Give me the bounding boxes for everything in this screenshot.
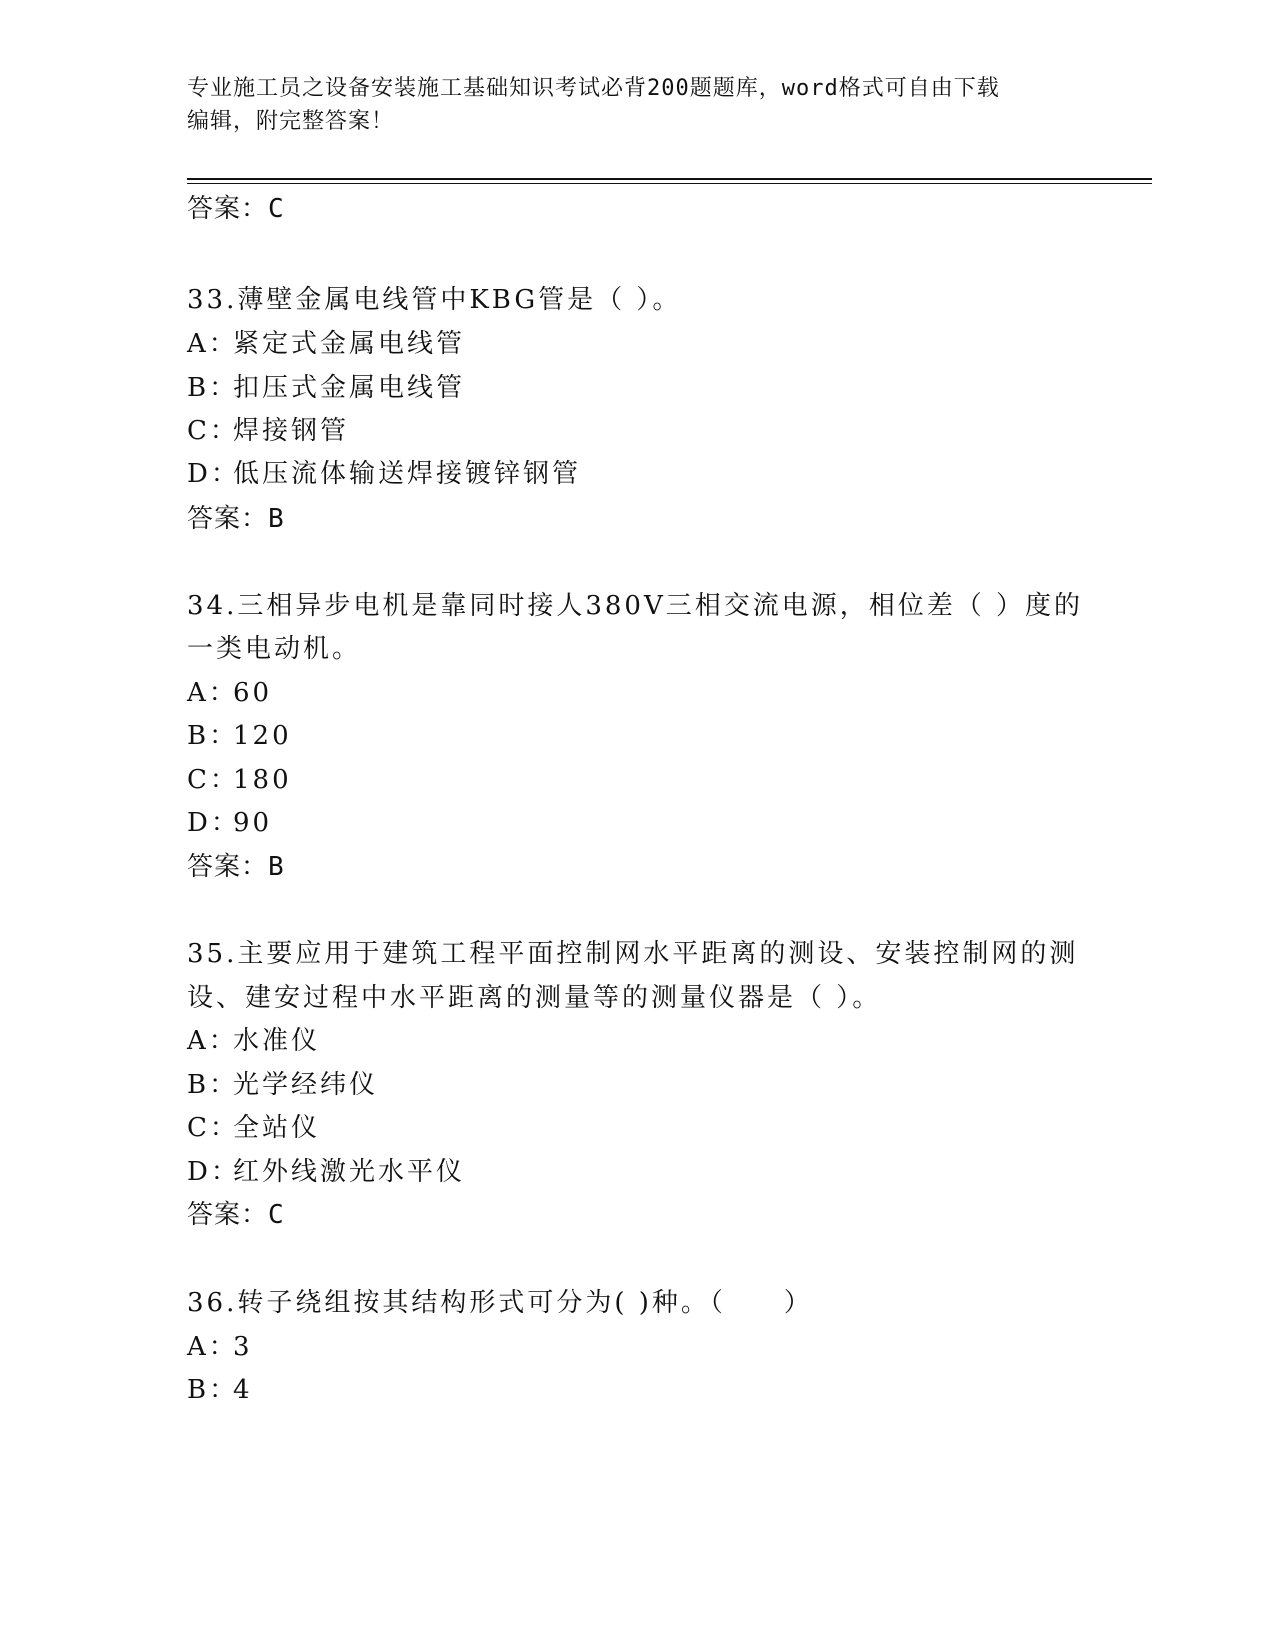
header-divider-thick [187, 178, 1152, 180]
question-33-option-c [187, 414, 349, 448]
question-34-option-d [187, 806, 272, 840]
option-label: C： [187, 1113, 239, 1143]
option-text: 光学经纬仪 [233, 1070, 379, 1100]
option-label: A： [187, 329, 238, 359]
question-34-option-c [187, 763, 292, 797]
option-text: 紧定式金属电线管 [233, 329, 466, 359]
question-35-stem-line-1: 35.主要应用于建筑工程平面控制网水平距离的测设、安装控制网的测 [187, 939, 1079, 969]
question-35-stem-line-2: 设、建安过程中水平距离的测量等的测量仪器是（ ）。 [187, 983, 882, 1013]
option-text: 红外线激光水平仪 [233, 1157, 466, 1187]
option-label: D： [187, 1157, 240, 1187]
option-label: D： [187, 459, 240, 489]
option-text: 扣压式金属电线管 [233, 373, 466, 403]
header-line-2: 编辑，附完整答案！ [187, 109, 395, 134]
option-label: B： [187, 721, 239, 751]
question-33-option-b [187, 371, 465, 405]
question-33-option-a [187, 327, 465, 361]
option-label: A： [187, 1026, 238, 1056]
option-label: B： [187, 373, 239, 403]
question-35-option-b [187, 1068, 378, 1102]
option-label: B： [187, 1375, 239, 1405]
option-label: A： [187, 678, 238, 708]
option-label: D： [187, 808, 240, 838]
option-label: C： [187, 416, 239, 446]
option-text: 水准仪 [233, 1026, 321, 1056]
question-35-answer: 答案：C [187, 1200, 285, 1230]
question-35-option-c [187, 1111, 320, 1145]
option-text: 120 [233, 721, 292, 751]
document-header [187, 72, 1087, 138]
option-label: A： [187, 1332, 238, 1362]
question-36-option-a [187, 1330, 253, 1364]
option-text: 3 [233, 1332, 253, 1362]
question-36-stem: 36.转子绕组按其结构形式可分为( )种。（ ） [187, 1288, 813, 1318]
option-text: 低压流体输送焊接镀锌钢管 [233, 459, 582, 489]
question-33-option-d [187, 457, 581, 491]
question-35-option-d [187, 1155, 465, 1189]
option-label: B： [187, 1070, 239, 1100]
question-34-answer: 答案：B [187, 852, 285, 882]
question-33-answer: 答案：B [187, 504, 285, 534]
question-35-option-a [187, 1024, 320, 1058]
option-text: 全站仪 [233, 1113, 321, 1143]
answer-previous: 答案：C [187, 194, 285, 224]
question-34-stem-line-2: 一类电动机。 [187, 634, 362, 664]
option-text: 焊接钢管 [233, 416, 350, 446]
option-text: 60 [233, 678, 273, 708]
header-divider-thin [187, 183, 1152, 184]
question-36-option-b [187, 1373, 253, 1407]
option-text: 90 [233, 808, 273, 838]
question-34-option-b [187, 719, 292, 753]
option-text: 180 [233, 765, 292, 795]
header-line-1: 专业施工员之设备安装施工基础知识考试必背200题题库，word格式可自由下载 [187, 76, 1000, 101]
question-33-stem: 33.薄壁金属电线管中KBG管是（ ）。 [187, 285, 682, 315]
question-34-option-a [187, 676, 272, 710]
option-text: 4 [233, 1375, 253, 1405]
option-label: C： [187, 765, 239, 795]
question-34-stem-line-1: 34.三相异步电机是靠同时接人380V三相交流电源，相位差（ ）度的 [187, 591, 1084, 621]
